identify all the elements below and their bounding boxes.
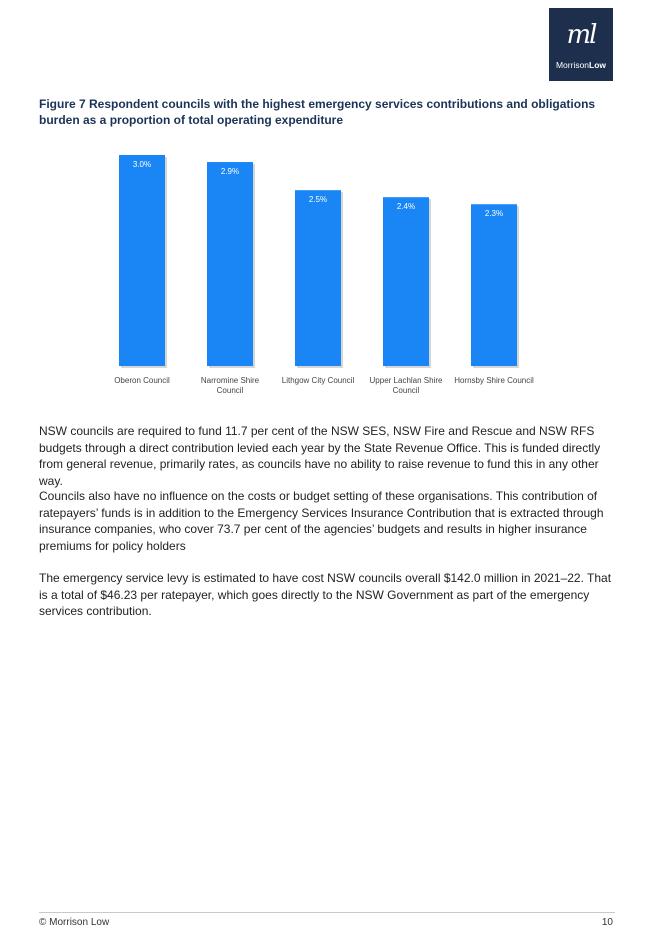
logo-name-bold: Low <box>589 60 607 70</box>
logo-mark: ml <box>566 20 596 50</box>
bar <box>383 197 429 366</box>
paragraph-2: Councils also have no influence on the costs or budget setting of these organisations. This contribution of ratepayers’ funds is in addition to the Emergency Services Insurance Contribution that is extracted through insurance companies, who cover 73.7 per cent of the agencies’ budgets and results in higher insurance premiums for policy holders <box>39 489 604 553</box>
chart-bars <box>119 155 519 368</box>
category-label: Upper Lachlan Shire Council <box>369 376 443 395</box>
chart-category-labels <box>114 376 534 395</box>
data-label: 2.9% <box>220 167 240 177</box>
logo-name-regular: Morrison <box>555 60 590 70</box>
category-label: Lithgow City Council <box>281 376 355 385</box>
data-label: 2.4% <box>396 202 416 212</box>
footer-divider <box>39 912 615 913</box>
paragraph-1: NSW councils are required to fund 11.7 per cent of the NSW SES, NSW Fire and Rescue and NSW RFS budgets through a direct contribution levied each year by the State Revenue Office. This is funded directly from general revenue, primarily rates, as councils have no ability to raise revenue to fund this in any other way. <box>39 424 601 488</box>
bar <box>295 190 341 366</box>
bar <box>471 204 517 366</box>
figure-title: Figure 7 Respondent councils with the highest emergency services contributions and obligations burden as a proportion of total operating expenditure <box>39 97 596 127</box>
data-label: 2.3% <box>484 209 504 219</box>
category-label: Hornsby Shire Council <box>454 376 534 385</box>
data-label: 2.5% <box>308 195 328 205</box>
bar <box>207 162 253 366</box>
category-label: Oberon Council <box>114 376 170 385</box>
page-number: 10 <box>601 917 613 928</box>
footer-copyright: © Morrison Low <box>39 917 110 928</box>
bar-chart <box>0 0 645 400</box>
data-label: 3.0% <box>132 160 152 169</box>
category-label: Narromine Shire Council <box>200 376 260 395</box>
paragraph-3: The emergency service levy is estimated to have cost NSW councils overall $142.0 million in 2021–22. That is a total of $46.23 per ratepayer, which goes directly to the NSW Government as part of the emergency services contribution. <box>39 571 612 618</box>
bar <box>119 155 165 366</box>
